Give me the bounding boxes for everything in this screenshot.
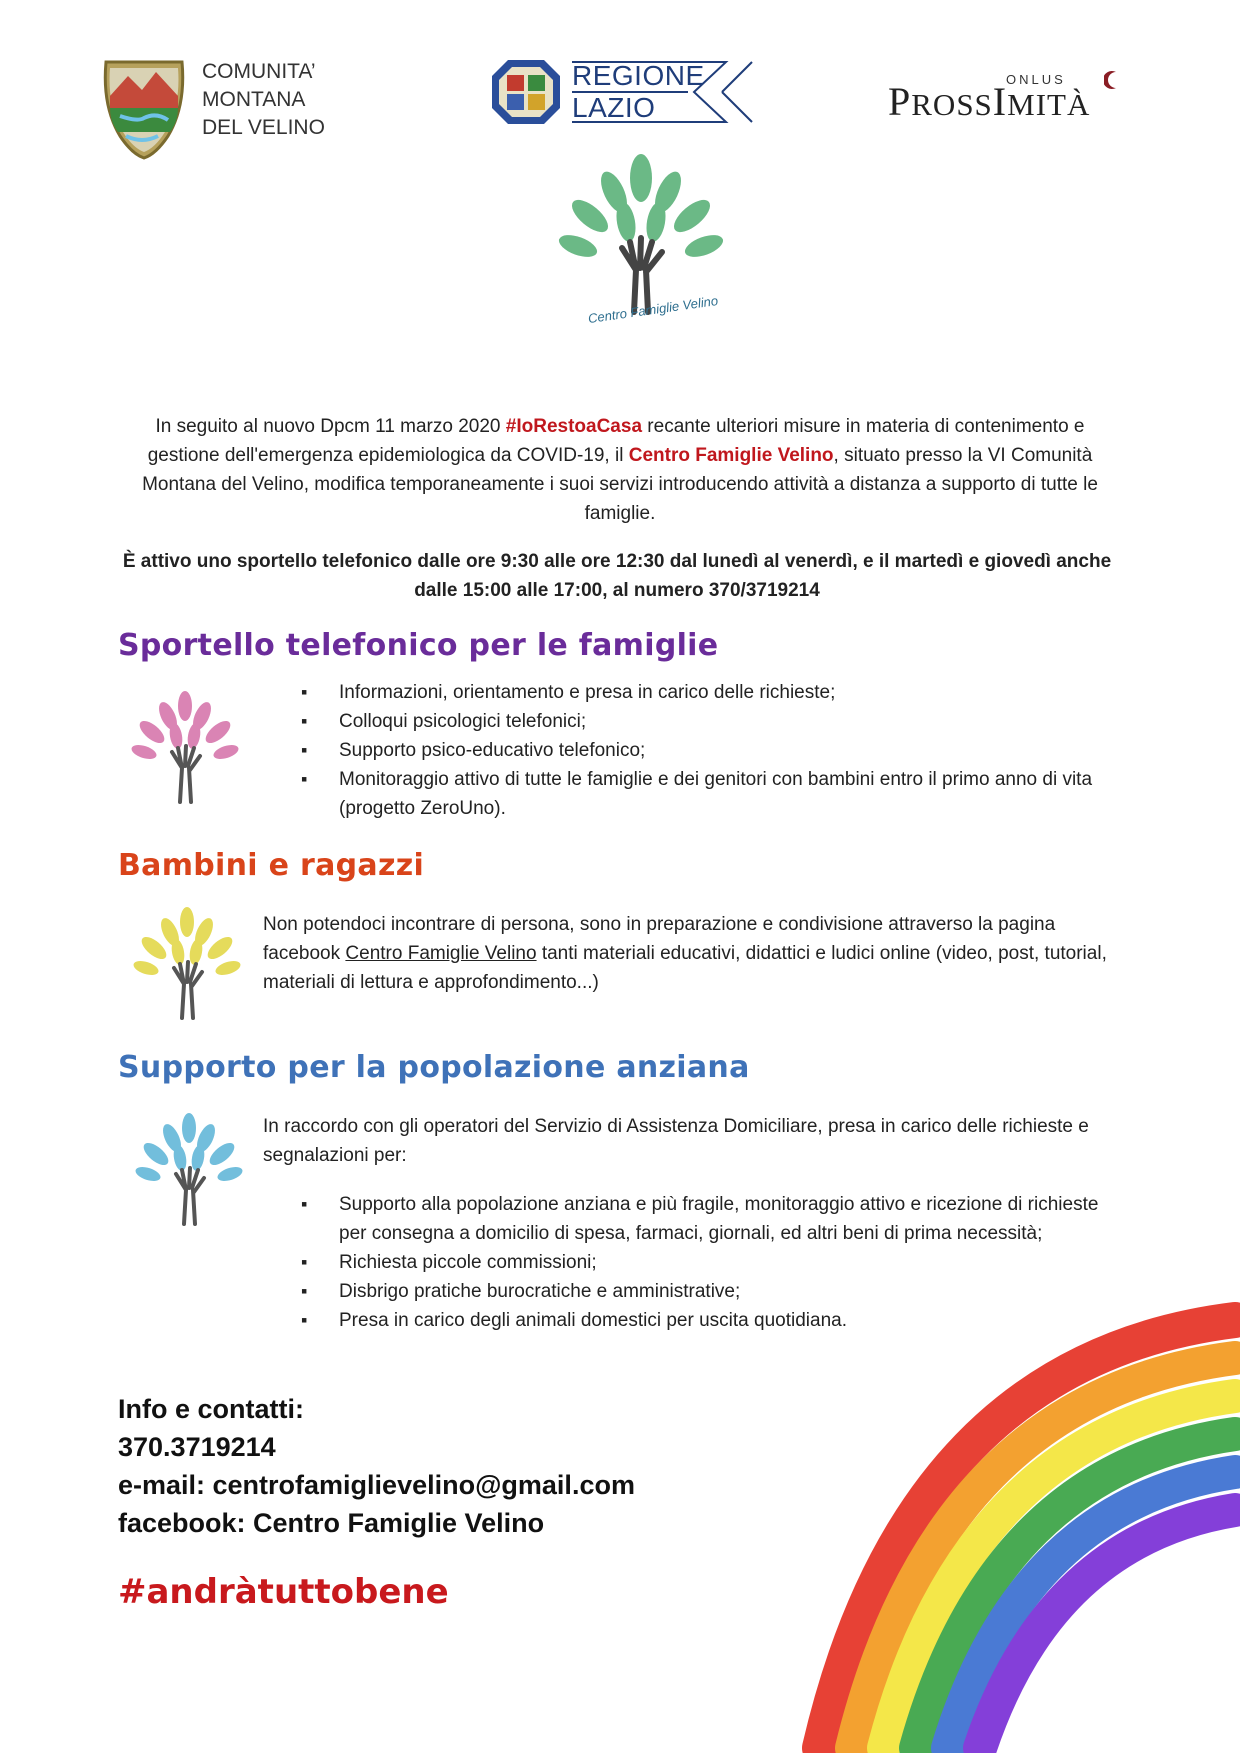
prossimita-moon-icon bbox=[1104, 70, 1122, 90]
contacts-heading: Info e contatti: bbox=[118, 1394, 304, 1424]
comunita-line-1: COMUNITA’ bbox=[202, 60, 316, 83]
sportello-list bbox=[301, 678, 1121, 823]
footer-hashtag: #andràtuttobene bbox=[118, 1572, 449, 1612]
tree-pink-icon bbox=[126, 690, 244, 808]
contacts-phone[interactable]: 370.3719214 bbox=[118, 1432, 276, 1462]
regione-lazio-logo-icon bbox=[490, 58, 562, 126]
comunita-montana-crest-icon bbox=[98, 56, 190, 160]
comunita-montana-label bbox=[202, 58, 325, 142]
intro-centro-name: Centro Famiglie Velino bbox=[628, 445, 834, 466]
rainbow-icon bbox=[790, 1300, 1240, 1753]
prossimita-i: I bbox=[992, 79, 1008, 124]
prossimita-logo bbox=[888, 78, 1090, 125]
bambini-paragraph bbox=[263, 910, 1123, 997]
anziani-intro: In raccordo con gli operatori del Servizio di Assistenza Domiciliare, presa in carico delle richieste e segnalazioni per: bbox=[263, 1116, 1089, 1166]
contacts-block bbox=[118, 1390, 635, 1542]
comunita-line-2: MONTANA bbox=[202, 88, 306, 111]
contacts-facebook[interactable]: facebook: Centro Famiglie Velino bbox=[118, 1508, 545, 1538]
regione-line-1: REGIONE bbox=[572, 60, 705, 91]
prossimita-ross: ROSS bbox=[911, 87, 993, 122]
section-title-anziani: Supporto per la popolazione anziana bbox=[118, 1050, 750, 1085]
prossimita-p: P bbox=[888, 79, 912, 124]
intro-paragraph bbox=[120, 412, 1120, 528]
hours-paragraph: È attivo uno sportello telefonico dalle ore 9:30 alle ore 12:30 dal lunedì al venerdì, e il martedì e giovedì anche dalle 15:00 alle 17:00, al numero 370/3719214 bbox=[122, 551, 1112, 601]
section-title-bambini: Bambini e ragazzi bbox=[118, 848, 425, 883]
onlus-label: ONLUS bbox=[1006, 72, 1066, 87]
contacts-email[interactable]: e-mail: centrofamiglievelino@gmail.com bbox=[118, 1470, 635, 1500]
centro-famiglie-logo-caption: Centro Famiglie Velino bbox=[587, 292, 719, 327]
list-item: ▪ Disbrigo pratiche burocratiche e amministrative; bbox=[301, 1277, 1121, 1306]
intro-hashtag: #IoRestoaCasa bbox=[505, 416, 643, 437]
bambini-text-1: Non potendoci incontrare di persona, sono in preparazione e condivisione attraverso la pagina facebook bbox=[263, 914, 1056, 964]
list-item: ▪ Presa in carico degli animali domestici per uscita quotidiana. bbox=[301, 1306, 1121, 1335]
intro-text-1: In seguito al nuovo Dpcm 11 marzo 2020 bbox=[155, 416, 506, 437]
list-item: ▪ Informazioni, orientamento e presa in carico delle richieste; bbox=[301, 678, 1121, 707]
list-item: ▪ Colloqui psicologici telefonici; bbox=[301, 707, 1121, 736]
tree-blue-icon bbox=[130, 1112, 248, 1230]
prossimita-mita: MITÀ bbox=[1007, 87, 1091, 122]
intro-text-3: , situato presso la VI Comunità Montana del Velino, modifica temporaneamente i suoi servizi introducendo attività a distanza a supporto di tutte le famiglie. bbox=[142, 445, 1098, 524]
list-item: ▪ Richiesta piccole commissioni; bbox=[301, 1248, 1121, 1277]
bambini-text-2: tanti materiali educativi, didattici e ludici online (video, post, tutorial, materiali di lettura e approfondimento...) bbox=[263, 943, 1107, 993]
comunita-line-3: DEL VELINO bbox=[202, 116, 325, 139]
list-item: ▪ Supporto psico-educativo telefonico; bbox=[301, 736, 1121, 765]
intro-text-2: recante ulteriori misure in materia di contenimento e gestione dell'emergenza epidemiologica da COVID-19, il bbox=[147, 416, 1085, 466]
list-item: ▪ Monitoraggio attivo di tutte le famiglie e dei genitori con bambini entro il primo anno di vita (progetto ZeroUno). bbox=[301, 765, 1121, 823]
regione-line-2: LAZIO bbox=[572, 92, 656, 123]
section-title-sportello: Sportello telefonico per le famiglie bbox=[118, 628, 719, 663]
tree-yellow-icon bbox=[128, 906, 246, 1024]
regione-lazio-arrow-icon bbox=[566, 58, 756, 126]
facebook-page-link[interactable]: Centro Famiglie Velino bbox=[345, 943, 537, 964]
list-item: ▪ Supporto alla popolazione anziana e più fragile, monitoraggio attivo e ricezione di richieste per consegna a domicilio di spesa, farmaci, giornali, ed altri beni di prima necessità; bbox=[301, 1190, 1121, 1248]
